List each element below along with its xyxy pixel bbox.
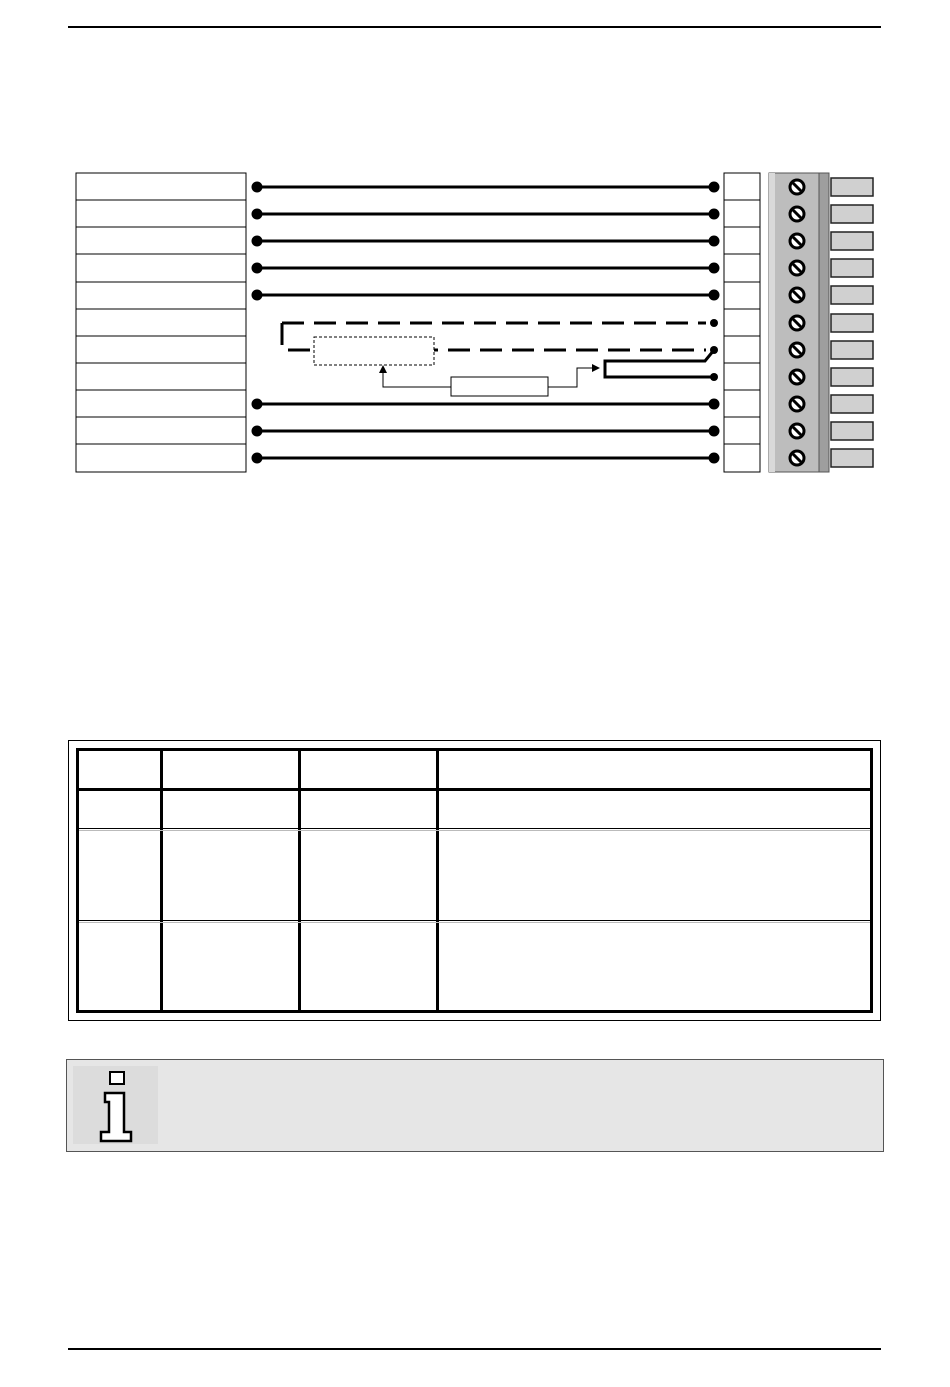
table-cell: [301, 831, 436, 839]
table-cell: [439, 791, 869, 799]
spec-table: [68, 740, 881, 1021]
info-notice: [66, 1059, 884, 1152]
table-cell: [301, 791, 436, 799]
table-header-cell: [439, 751, 869, 759]
wiring-diagram: [0, 0, 950, 500]
table-header-cell: [79, 751, 160, 759]
table-cell: [79, 923, 160, 931]
table-cell: [163, 923, 298, 931]
table-cell: [439, 923, 869, 931]
signal-label-column: [76, 173, 246, 472]
terminal-block: [769, 173, 873, 472]
table-cell: [79, 831, 160, 839]
table-cell: [163, 831, 298, 839]
table-header-cell: [163, 751, 298, 759]
spec-table-inner: [76, 748, 873, 1013]
table-header-cell: [301, 751, 436, 759]
converter-box: [451, 377, 548, 396]
info-icon: [73, 1066, 158, 1144]
table-cell: [439, 831, 869, 839]
table-cell: [301, 923, 436, 931]
inner-dashed-box: [314, 337, 434, 365]
pin-number-column: [724, 173, 760, 472]
bottom-rule: [68, 1348, 881, 1350]
table-cell: [79, 791, 160, 799]
terminal-clamps: [831, 178, 873, 467]
jumper-switch: [605, 350, 718, 381]
table-cell: [163, 791, 298, 799]
